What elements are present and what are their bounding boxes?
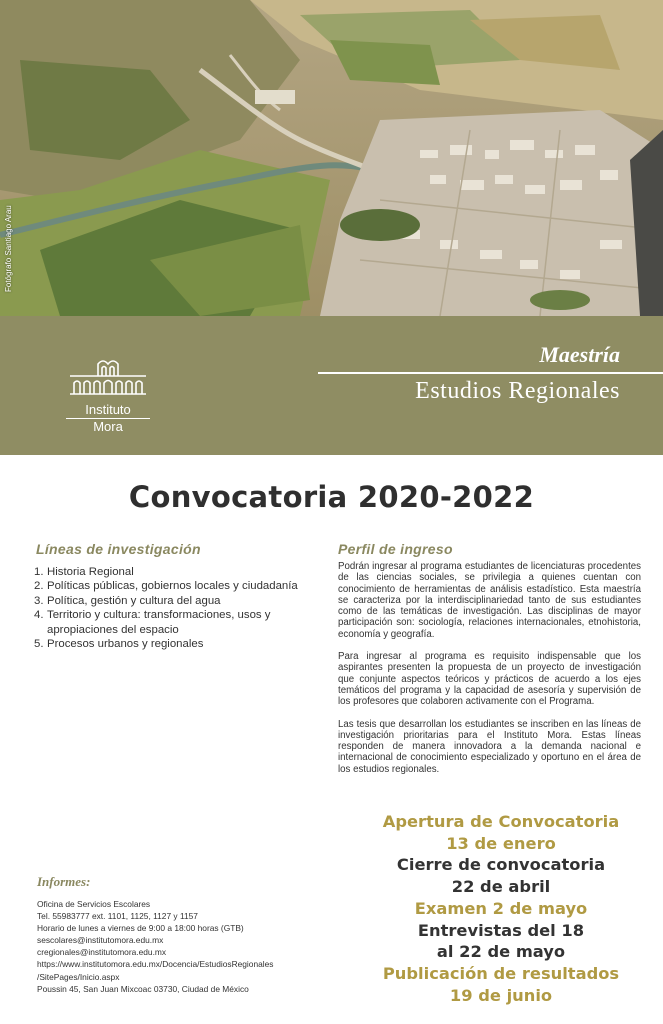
perfil-paragraph: Podrán ingresar al programa estudiantes de licenciaturas procedentes de las ciencias sociales, se privilegia a quienes cuentan con conocimiento de herramientas de análisis estadístico. Esta maestría se caracteriza por la interdisciplinariedad tanto de sus estudiantes como de las temáticas de investigación. Las disciplinas de mayor participación son: sociología, relaciones internacionales, etnohistoria, economía y geografía. (338, 561, 641, 640)
list-item: 5. Procesos urbanos y regionales (34, 638, 204, 651)
banner-divider (318, 372, 663, 374)
informes-body (37, 898, 337, 995)
informes-url-link[interactable]: https://www.institutomora.edu.mx/Docencia/EstudiosRegionales (37, 959, 274, 970)
informes-address: Poussin 45, San Juan Mixcoac 03730, Ciudad de México (37, 983, 249, 994)
date-line: Entrevistas del 18 (417, 920, 585, 940)
lineas-list (34, 565, 304, 651)
date-line: 13 de enero (446, 833, 556, 853)
perfil-body (338, 561, 641, 786)
date-line: al 22 de mayo (436, 942, 566, 962)
program-type: Maestría (539, 342, 620, 367)
date-line: Examen 2 de mayo (414, 898, 588, 918)
informes-heading: Informes: (37, 874, 91, 889)
list-item: 2. Políticas públicas, gobiernos locales y ciudadanía (34, 580, 298, 593)
informes-email-link[interactable]: cregionales@institutomora.edu.mx (37, 947, 167, 958)
date-line: Apertura de Convocatoria (382, 812, 620, 831)
date-line: 22 de abril (451, 877, 551, 897)
lineas-heading: Líneas de investigación (36, 541, 201, 557)
list-item: 1. Historia Regional (34, 566, 134, 578)
informes-office: Oficina de Servicios Escolares (37, 899, 151, 909)
key-dates (340, 811, 662, 1006)
informes-phone: Tel. 55983777 ext. 1101, 1125, 1127 y 1157 (37, 911, 198, 922)
program-name: Estudios Regionales (415, 378, 620, 404)
perfil-paragraph: Las tesis que desarrollan los estudiantes se inscriben en las líneas de investigación prioritarias para el Instituto Mora. Estas líneas responden de manera innovadora a la demanda nacional e internacional de conocimiento especializado y oportuno en el área de los estudios regionales. (338, 718, 641, 775)
page-title: Convocatoria 2020-2022 (128, 480, 535, 514)
perfil-paragraph: Para ingresar al programa es requisito indispensable que los aspirantes presenten la propuesta de un proyecto de investigación que conjunte aspectos teóricos y prácticos de acuerdo a los ejes temáticos del programa y la capacidad de asesoría y supervisión de los profesores que colaboren activamente con el Programa. (338, 651, 641, 708)
informes-hours: Horario de lunes a viernes de 9:00 a 18:00 horas (GTB) (37, 923, 244, 934)
instituto-mora-logo (66, 356, 156, 436)
informes-url-link[interactable]: /SitePages/Inicio.aspx (37, 971, 120, 982)
perfil-heading: Perfil de ingreso (338, 541, 453, 557)
informes-email-link[interactable]: sescolares@institutomora.edu.mx (37, 935, 164, 946)
program-banner (0, 316, 663, 455)
date-line: 19 de junio (449, 985, 553, 1005)
list-item: 4. Territorio y cultura: transformaciones, usos y apropiaciones del espacio (34, 609, 271, 636)
date-line: Publicación de resultados (382, 963, 620, 983)
aerial-photo-illustration (0, 0, 663, 316)
logo-text-mora: Mora (93, 419, 123, 434)
aerial-photo (0, 0, 663, 316)
building-icon (68, 356, 148, 396)
date-line: Cierre de convocatoria (396, 855, 606, 875)
logo-text-instituto: Instituto (85, 402, 131, 417)
photo-credit: Fotógrafo Santiago Arau (4, 205, 13, 292)
list-item: 3. Política, gestión y cultura del agua (34, 594, 221, 607)
